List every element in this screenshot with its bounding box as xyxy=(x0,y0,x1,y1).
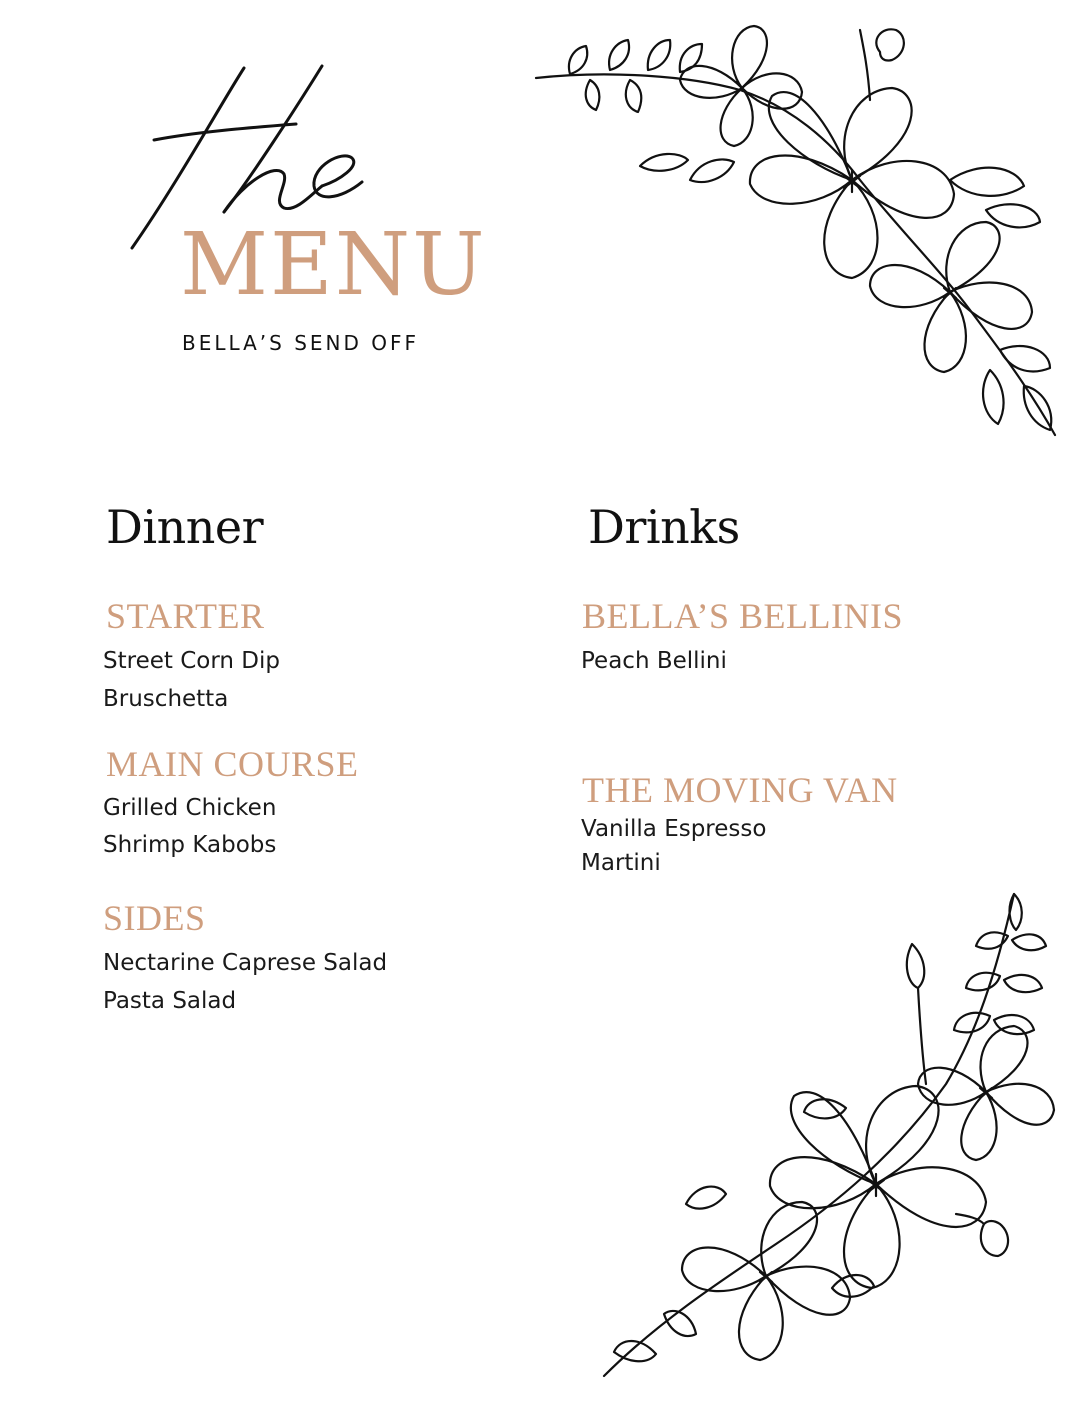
drinks-heading: Drinks xyxy=(588,500,740,554)
menu-item: Grilled Chicken xyxy=(103,795,277,821)
event-subtitle: BELLA’S SEND OFF xyxy=(182,331,419,355)
drinks-section-the-moving-van: THE MOVING VAN xyxy=(582,770,898,810)
menu-item: Shrimp Kabobs xyxy=(103,832,277,858)
dinner-section-main-course: MAIN COURSE xyxy=(106,744,359,784)
drinks-section-bellas-bellinis: BELLA’S BELLINIS xyxy=(582,596,903,636)
menu-item: Bruschetta xyxy=(103,686,229,712)
menu-item: Vanilla Espresso xyxy=(581,816,767,842)
menu-item: Martini xyxy=(581,850,661,876)
menu-item: Pasta Salad xyxy=(103,988,237,1014)
dinner-section-starter: STARTER xyxy=(106,596,265,636)
dinner-section-sides: SIDES xyxy=(103,898,206,938)
floral-branch-icon xyxy=(596,884,1066,1394)
floral-branch-icon xyxy=(530,10,1075,450)
menu-item: Peach Bellini xyxy=(581,648,727,674)
menu-title: MENU xyxy=(180,215,487,315)
menu-item: Street Corn Dip xyxy=(103,648,280,674)
dinner-heading: Dinner xyxy=(106,500,264,554)
menu-item: Nectarine Caprese Salad xyxy=(103,950,388,976)
